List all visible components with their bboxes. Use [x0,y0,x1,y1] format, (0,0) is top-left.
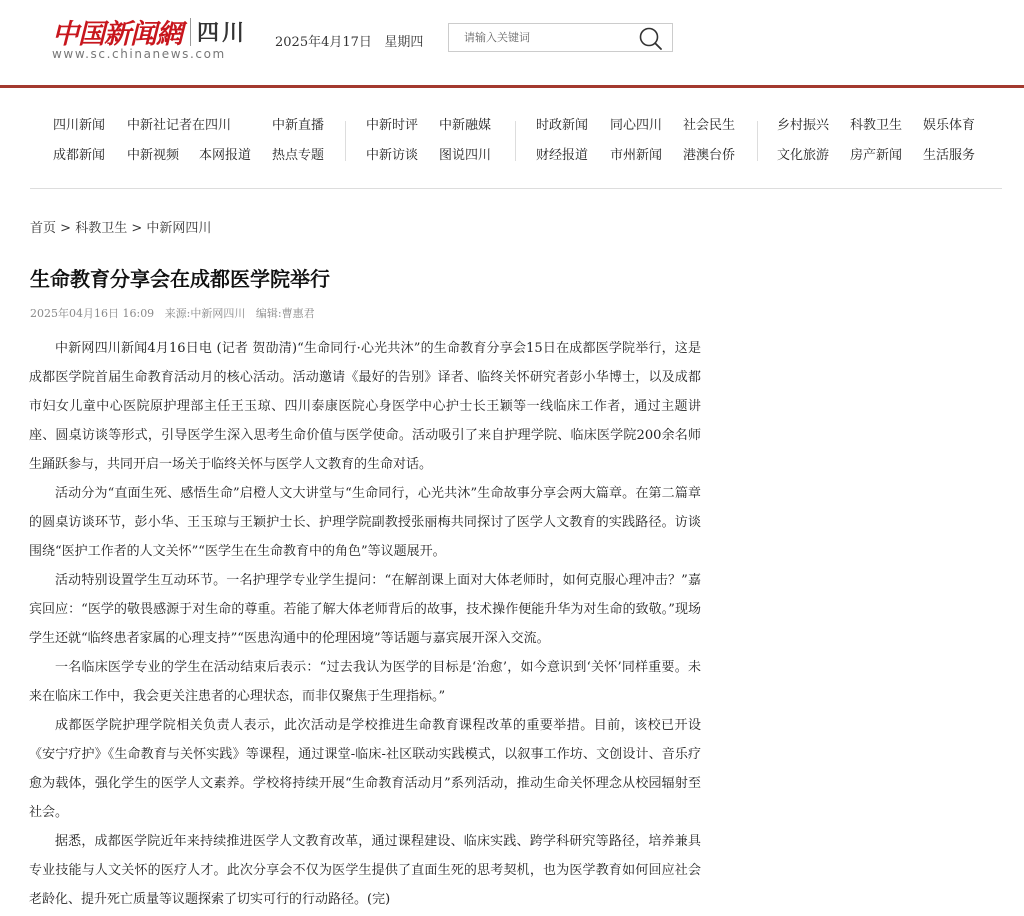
breadcrumb-home[interactable]: 首页 [30,221,57,236]
weekday-text: 星期四 [384,35,424,50]
article-paragraph: 活动特别设置学生互动环节。一名护理学专业学生提问：“在解剖课上面对大体老师时，如何克服心理冲击？”嘉宾回应：“医学的敬畏感源于对生命的尊重。若能了解大体老师背后的故事，技术操作便能升华为对生命的致敬。”现场学生还就“临终患者家属的心理支持”“医患沟通中的伦理困境”等话题与嘉宾展开深入交流。 [29,573,701,646]
logo-text-cn: 中国新闻網 [52,19,182,50]
article-body [29,334,701,914]
logo-divider [190,18,191,46]
search-button[interactable] [638,26,664,50]
breadcrumb-category[interactable]: 科教卫生 [75,221,128,236]
nav-item-tongxin-sichuan[interactable]: 同心四川 [610,118,663,133]
article-meta [30,305,322,321]
logo-url: www.sc.chinanews.com [52,47,226,61]
header-rule [0,85,1024,88]
search-input[interactable] [457,24,627,51]
nav-divider [757,121,758,161]
article-paragraph: 成都医学院护理学院相关负责人表示，此次活动是学校推进生命教育课程改革的重要举措。目前，该校已开设《安宁疗护》《生命教育与关怀实践》等课程，通过课堂-临床-社区联动实践模式，以叙事工作坊、文创设计、音乐疗愈为载体，强化学生的医学人文素养。学校将持续开展“生命教育活动月”系列活动，推动生命关怀理念从校园辐射至社会。 [29,718,701,820]
nav-item-commentary[interactable]: 中新时评 [366,118,419,133]
nav-item-photos[interactable]: 图说四川 [439,148,492,163]
article-source: 来源:中新网四川 [164,307,246,320]
nav-item-hot-topics[interactable]: 热点专题 [272,148,325,163]
nav-item-politics[interactable]: 时政新闻 [536,118,589,133]
article-paragraph: 活动分为“直面生死、感悟生命”启橙人文大讲堂与“生命同行，心光共沐”生命故事分享会两大篇章。在第二篇章的圆桌访谈环节，彭小华、王玉琼与王颖护士长、护理学院副教授张丽梅共同探讨了医学人文教育的实践路径。访谈围绕“医护工作者的人文关怀”“医学生在生命教育中的角色”等议题展开。 [29,486,701,559]
breadcrumb-separator: > [131,221,143,236]
nav-item-sichuan-news[interactable]: 四川新闻 [53,118,106,133]
nav-item-finance[interactable]: 财经报道 [536,148,589,163]
search-icon [638,26,664,50]
article-paragraph: 据悉，成都医学院近年来持续推进医学人文教育改革，通过课程建设、临床实践、跨学科研究等路径，培养兼具专业技能与人文关怀的医疗人才。此次分享会不仅为医学生提供了直面生死的思考契机，也为医学教育如何回应社会老龄化、提升死亡质量等议题探索了切实可行的行动路径。(完) [29,834,701,907]
article-paragraph: 一名临床医学专业的学生在活动结束后表示：“过去我认为医学的目标是‘治愈’，如今意识到‘关怀’同样重要。未来在临床工作中，我会更关注患者的心理状态，而非仅聚焦于生理指标。” [29,660,701,704]
nav-divider [515,121,516,161]
nav-bottom-rule [30,188,1002,189]
article-paragraph: 中新网四川新闻4月16日电 (记者 贺劭清)“生命同行·心光共沐”的生命教育分享会15日在成都医学院举行，这是成都医学院首届生命教育活动月的核心活动。活动邀请《最好的告别》译者、临终关怀研究者彭小华博士，以及成都市妇女儿童中心医院原护理部主任王玉琼、四川泰康医院心身医学中心护士长王颖等一线临床工作者，通过主题讲座、圆桌访谈等形式，引导医学生深入思考生命价值与医学使命。活动吸引了来自护理学院、临床医学院200余名师生踊跃参与，共同开启一场关于临终关怀与医学人文教育的生命对话。 [29,341,701,472]
logo-region: 四川 [197,21,248,46]
current-date [275,31,423,50]
breadcrumb-section[interactable]: 中新网四川 [146,221,212,236]
site-logo[interactable] [52,12,252,64]
nav-item-own-reports[interactable]: 本网报道 [199,148,252,163]
nav-item-real-estate[interactable]: 房产新闻 [850,148,903,163]
nav-item-entertainment-sports[interactable]: 娱乐体育 [923,118,976,133]
nav-divider [345,121,346,161]
date-text: 2025年4月17日 [275,35,372,50]
main-nav [0,110,1024,170]
nav-item-science-health[interactable]: 科教卫生 [850,118,903,133]
nav-item-life-services[interactable]: 生活服务 [923,148,976,163]
nav-item-interviews[interactable]: 中新访谈 [366,148,419,163]
article-datetime: 2025年04月16日 16:09 [30,307,155,320]
nav-item-live[interactable]: 中新直播 [272,118,325,133]
nav-item-video[interactable]: 中新视频 [127,148,180,163]
breadcrumb [30,217,211,236]
nav-item-culture-travel[interactable]: 文化旅游 [777,148,830,163]
nav-item-hmt[interactable]: 港澳台侨 [683,148,736,163]
site-header [0,0,1024,86]
nav-item-society[interactable]: 社会民生 [683,118,736,133]
nav-item-rural[interactable]: 乡村振兴 [777,118,830,133]
article-editor: 编辑:曹惠君 [255,307,315,320]
search-box [448,23,673,52]
article-title: 生命教育分享会在成都医学院举行 [30,267,330,291]
nav-item-media[interactable]: 中新融媒 [439,118,492,133]
nav-item-cities[interactable]: 市州新闻 [610,148,663,163]
nav-item-chengdu-news[interactable]: 成都新闻 [53,148,106,163]
breadcrumb-separator: > [60,221,72,236]
nav-item-reporters-in-sichuan[interactable]: 中新社记者在四川 [127,118,232,133]
